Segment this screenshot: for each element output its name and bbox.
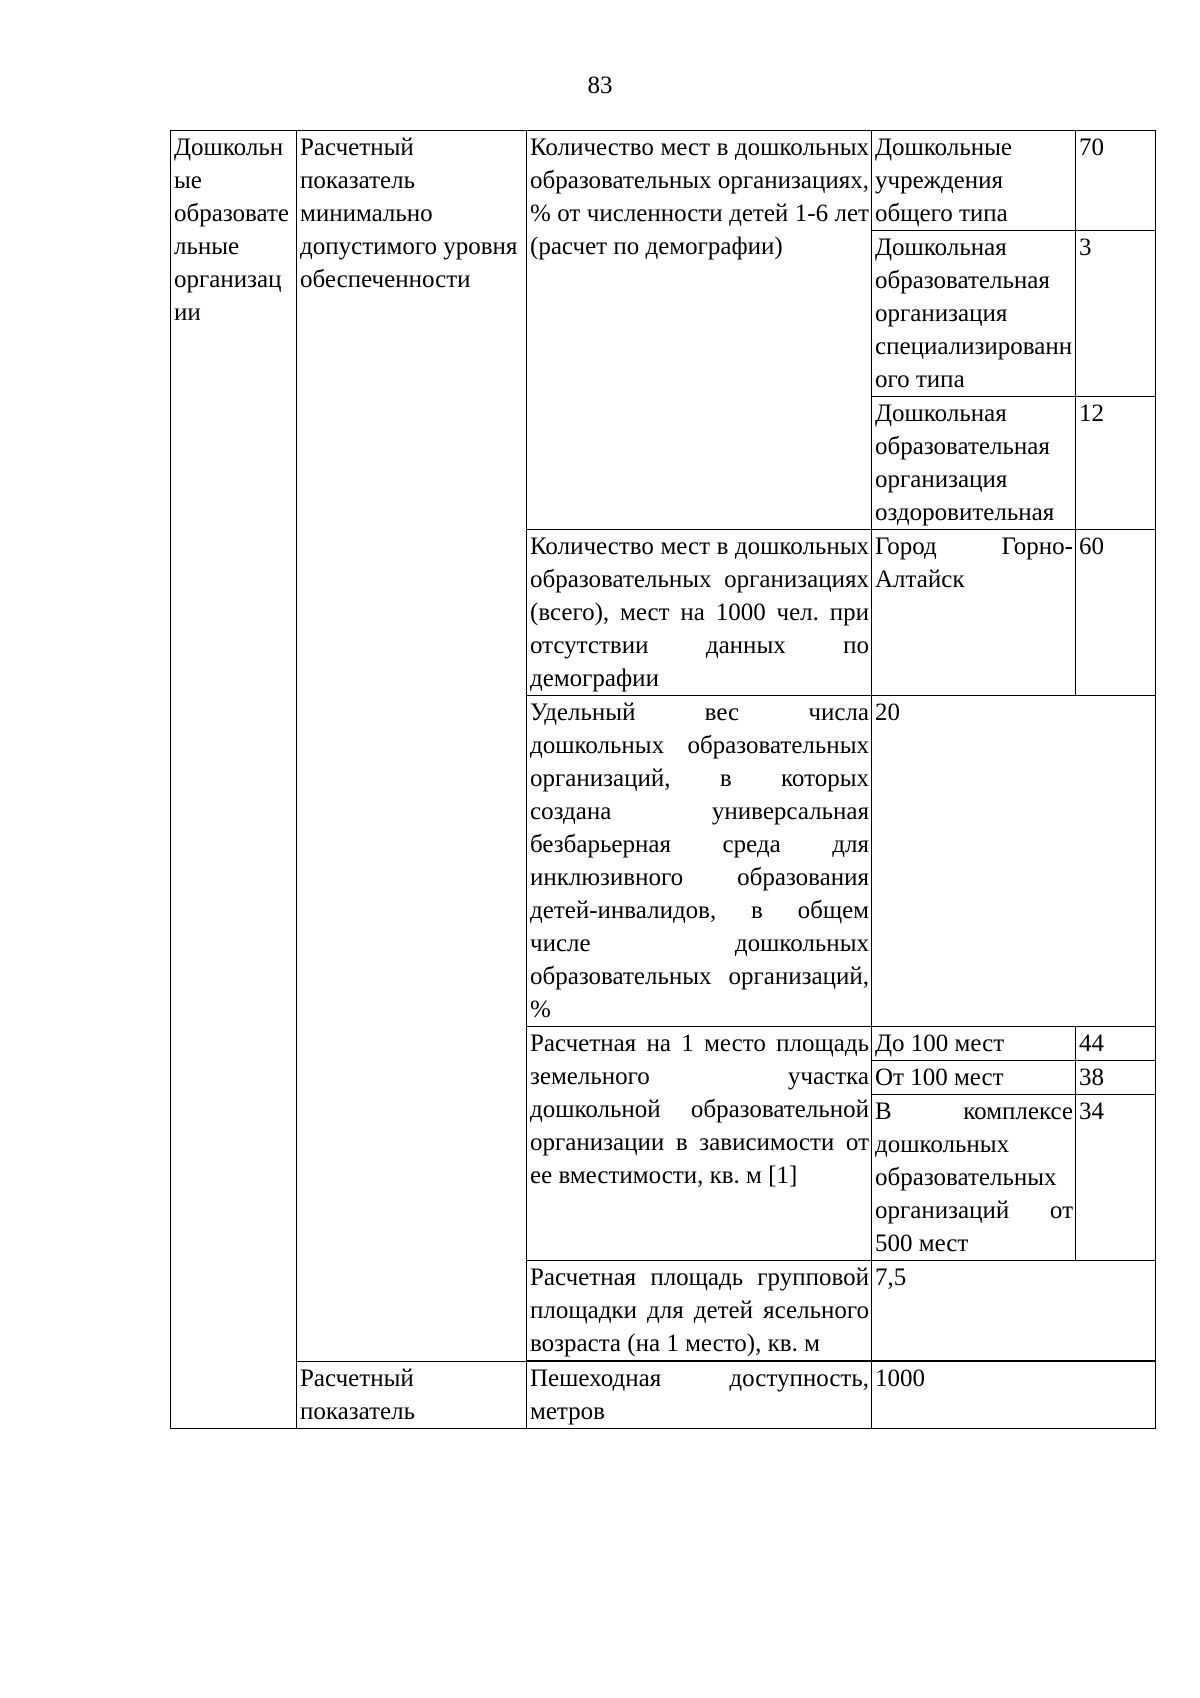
value-cell: 60 — [1076, 530, 1156, 696]
value-cell: 34 — [1076, 1095, 1156, 1261]
value-cell: 20 — [872, 696, 1156, 1027]
type-cell: Дошкольная образовательная организация оздоровительная — [872, 397, 1076, 530]
type-cell: Дошкольные учреждения общего типа — [872, 131, 1076, 231]
type-cell: Дошкольная образовательная организация специализированного типа — [872, 231, 1076, 397]
indicator-cell: Расчетный показатель — [297, 1362, 527, 1429]
indicator-cell: Расчетный показатель минимально допустимого уровня обеспеченности — [297, 131, 527, 1362]
value-cell: 38 — [1076, 1061, 1156, 1095]
value-cell: 1000 — [872, 1362, 1156, 1429]
value-cell: 7,5 — [872, 1261, 1156, 1361]
type-cell: В комплексе дошкольных образовательных организаций от 500 мест — [872, 1095, 1076, 1261]
table-row — [171, 131, 1156, 231]
value-cell: 70 — [1076, 131, 1156, 231]
page-number: 83 — [587, 72, 613, 99]
param-cell: Количество мест в дошкольных образовательных организациях (всего), мест на 1000 чел. при отсутствии данных по демографии — [527, 530, 872, 696]
param-cell: Удельный вес числа дошкольных образовательных организаций, в которых создана универсальная безбарьерная среда для инклюзивного образования детей-инвалидов, в общем числе дошкольных образовательных организаций, % — [527, 696, 872, 1027]
value-cell: 12 — [1076, 397, 1156, 530]
param-cell: Количество мест в дошкольных образовательных организациях, % от численности детей 1-6 лет (расчет по демографии) — [527, 131, 872, 530]
value-cell: 44 — [1076, 1027, 1156, 1061]
param-cell: Пешеходная доступность, метров — [527, 1362, 872, 1429]
category-cell: Дошкольные образовательные организации — [171, 131, 297, 1429]
type-cell: Город Горно-Алтайск — [872, 530, 1076, 696]
type-cell: От 100 мест — [872, 1061, 1076, 1095]
standards-table — [170, 130, 1156, 1429]
value-cell: 3 — [1076, 231, 1156, 397]
type-cell: До 100 мест — [872, 1027, 1076, 1061]
param-cell: Расчетная площадь групповой площадки для детей ясельного возраста (на 1 место), кв. м — [527, 1261, 872, 1361]
table-row — [171, 1362, 1156, 1429]
param-cell: Расчетная на 1 место площадь земельного участка дошкольной образовательной организации в зависимости от ее вместимости, кв. м [1] — [527, 1027, 872, 1261]
